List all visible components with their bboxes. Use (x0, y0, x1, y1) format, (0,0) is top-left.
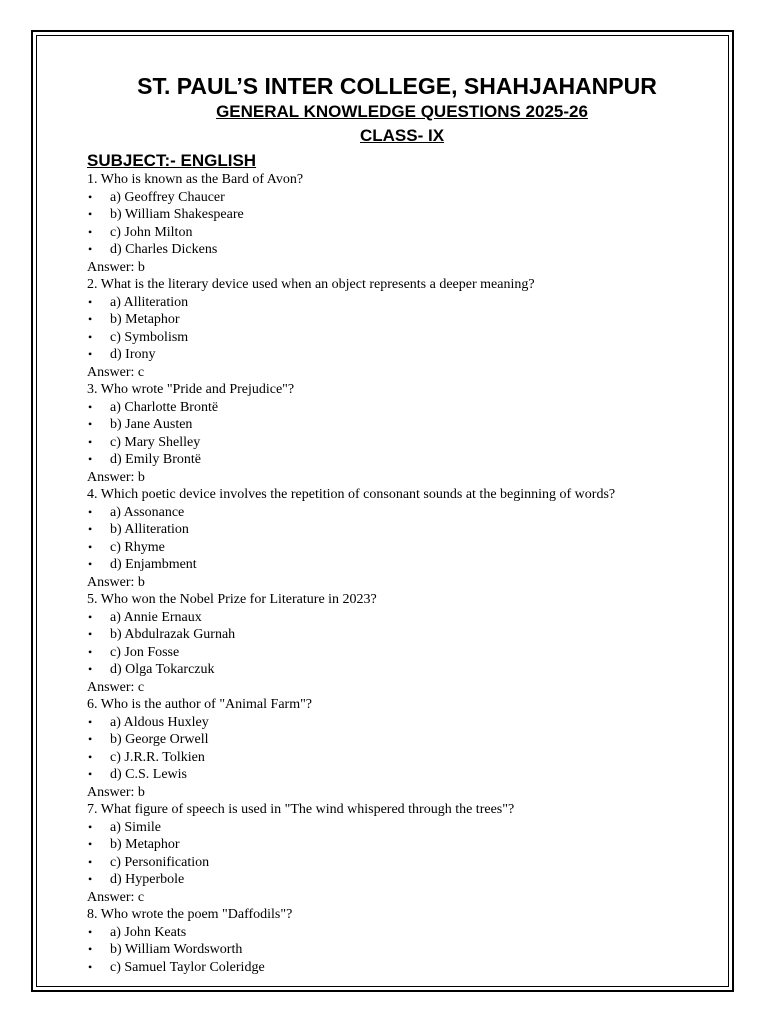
answer-text: Answer: b (87, 784, 145, 800)
bullet-icon: • (88, 294, 93, 309)
answer-text: Answer: c (87, 679, 145, 695)
bullet-icon: • (88, 662, 93, 676)
option-text: a) Assonance (110, 504, 185, 520)
question-text: 7. What figure of speech is used in "The wind whispered through the trees"? (87, 802, 515, 817)
answer-text: Answer: b (87, 574, 145, 590)
option-text: d) Enjambment (110, 557, 197, 572)
question-list (87, 171, 717, 976)
option-item (87, 731, 717, 749)
bullet-icon: • (88, 609, 93, 624)
option-item (87, 206, 717, 224)
option-text: b) Jane Austen (110, 417, 193, 432)
option-text: a) Annie Ernaux (110, 609, 202, 625)
option-text: b) Abdulrazak Gurnah (110, 627, 236, 642)
question-block (87, 486, 717, 591)
question-text: 8. Who wrote the poem "Daffodils"? (87, 907, 293, 922)
option-text: b) Metaphor (110, 837, 180, 852)
option-item (87, 521, 717, 539)
option-list (87, 189, 717, 259)
bullet-icon: • (88, 312, 93, 326)
option-list (87, 924, 717, 977)
option-text: c) Jon Fosse (110, 644, 180, 660)
question-text: 3. Who wrote "Pride and Prejudice"? (87, 382, 295, 397)
option-item (87, 224, 717, 242)
question-text: 1. Who is known as the Bard of Avon? (87, 172, 304, 187)
question-text: 2. What is the literary device used when an object represents a deeper meaning? (87, 277, 535, 292)
option-text: c) J.R.R. Tolkien (110, 749, 205, 765)
option-text: d) Hyperbole (110, 872, 185, 887)
option-item (87, 346, 717, 364)
option-item (87, 924, 717, 942)
option-text: d) Olga Tokarczuk (110, 662, 215, 677)
bullet-icon: • (88, 819, 93, 834)
bullet-icon: • (88, 767, 93, 781)
option-list (87, 399, 717, 469)
bullet-icon: • (88, 854, 93, 869)
option-item (87, 241, 717, 259)
question-block (87, 801, 717, 906)
option-list (87, 819, 717, 889)
bullet-icon: • (88, 207, 93, 221)
bullet-icon: • (88, 872, 93, 886)
option-text: d) C.S. Lewis (110, 767, 187, 782)
option-text: a) John Keats (110, 924, 187, 940)
option-item (87, 329, 717, 347)
bullet-icon: • (88, 644, 93, 659)
option-text: b) William Shakespeare (110, 207, 244, 222)
option-text: b) George Orwell (110, 732, 209, 747)
option-text: d) Irony (110, 347, 156, 362)
bullet-icon: • (88, 749, 93, 764)
option-item (87, 819, 717, 837)
option-text: c) Mary Shelley (110, 434, 201, 450)
bullet-icon: • (88, 417, 93, 431)
bullet-icon: • (88, 627, 93, 641)
bullet-icon: • (88, 539, 93, 554)
option-list (87, 294, 717, 364)
answer-text: Answer: b (87, 259, 145, 275)
option-item (87, 854, 717, 872)
bullet-icon: • (88, 732, 93, 746)
bullet-icon: • (88, 434, 93, 449)
option-text: a) Simile (110, 819, 161, 835)
option-item (87, 556, 717, 574)
option-item (87, 609, 717, 627)
option-text: c) John Milton (110, 224, 193, 240)
option-text: b) Alliteration (110, 522, 189, 537)
option-item (87, 644, 717, 662)
option-text: a) Geoffrey Chaucer (110, 189, 225, 205)
option-item (87, 311, 717, 329)
option-item (87, 539, 717, 557)
option-list (87, 714, 717, 784)
class-label: CLASS- IX (359, 126, 445, 145)
bullet-icon: • (88, 504, 93, 519)
option-text: c) Samuel Taylor Coleridge (110, 959, 265, 975)
bullet-icon: • (88, 224, 93, 239)
bullet-icon: • (88, 242, 93, 256)
option-item (87, 749, 717, 767)
question-text: 4. Which poetic device involves the repetition of consonant sounds at the beginning of words? (87, 487, 616, 502)
question-block (87, 381, 717, 486)
subject-heading: SUBJECT:- ENGLISH (87, 151, 257, 170)
bullet-icon: • (88, 522, 93, 536)
option-text: a) Aldous Huxley (110, 714, 209, 730)
option-list (87, 609, 717, 679)
option-item (87, 399, 717, 417)
option-item (87, 714, 717, 732)
answer-text: Answer: c (87, 889, 145, 905)
option-item (87, 626, 717, 644)
question-block (87, 276, 717, 381)
option-item (87, 504, 717, 522)
document-title: GENERAL KNOWLEDGE QUESTIONS 2025-26 (216, 102, 588, 121)
option-item (87, 189, 717, 207)
document-body (87, 72, 717, 976)
bullet-icon: • (88, 399, 93, 414)
bullet-icon: • (88, 924, 93, 939)
bullet-icon: • (88, 959, 93, 974)
answer-text: Answer: c (87, 364, 145, 380)
option-item (87, 661, 717, 679)
option-text: d) Charles Dickens (110, 242, 218, 257)
question-block (87, 696, 717, 801)
school-name: ST. PAUL’S INTER COLLEGE, SHAHJAHANPUR (137, 73, 657, 99)
question-text: 6. Who is the author of "Animal Farm"? (87, 697, 313, 712)
bullet-icon: • (88, 557, 93, 571)
bullet-icon: • (88, 714, 93, 729)
option-text: c) Symbolism (110, 329, 189, 345)
question-block (87, 906, 717, 976)
bullet-icon: • (88, 452, 93, 466)
option-item (87, 451, 717, 469)
option-text: c) Rhyme (110, 539, 165, 555)
option-item (87, 941, 717, 959)
bullet-icon: • (88, 942, 93, 956)
option-text: c) Personification (110, 854, 210, 870)
option-item (87, 871, 717, 889)
option-text: a) Charlotte Brontë (110, 399, 219, 415)
question-block (87, 171, 717, 276)
option-item (87, 836, 717, 854)
option-item (87, 294, 717, 312)
option-text: b) Metaphor (110, 312, 180, 327)
bullet-icon: • (88, 189, 93, 204)
bullet-icon: • (88, 837, 93, 851)
option-item (87, 416, 717, 434)
option-text: d) Emily Brontë (110, 452, 201, 467)
bullet-icon: • (88, 347, 93, 361)
option-text: b) William Wordsworth (110, 942, 243, 957)
option-list (87, 504, 717, 574)
option-item (87, 434, 717, 452)
question-block (87, 591, 717, 696)
option-text: a) Alliteration (110, 294, 189, 310)
question-text: 5. Who won the Nobel Prize for Literature in 2023? (87, 592, 377, 607)
answer-text: Answer: b (87, 469, 145, 485)
option-item (87, 766, 717, 784)
bullet-icon: • (88, 329, 93, 344)
option-item (87, 959, 717, 977)
